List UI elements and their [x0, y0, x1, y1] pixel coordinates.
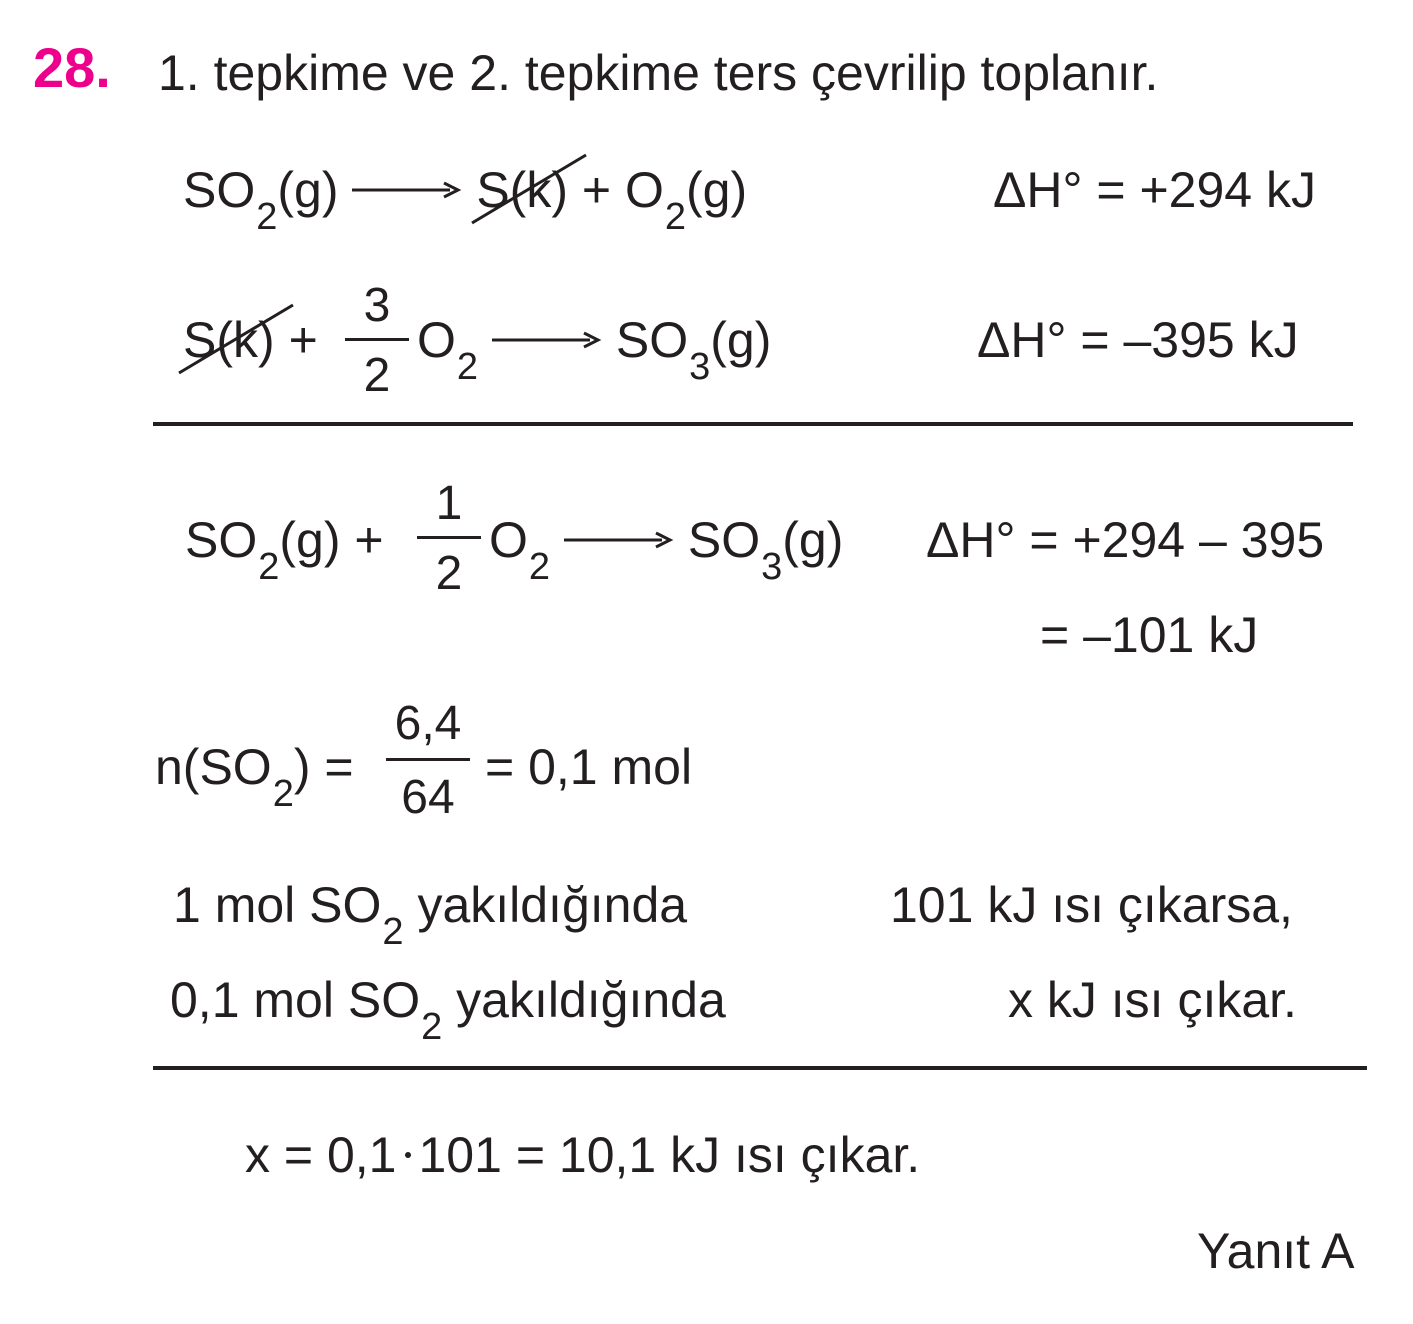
- reactant-so: SO: [183, 162, 256, 218]
- reaction-1-equation: [183, 162, 748, 238]
- plus-sign: +: [581, 162, 612, 218]
- subscript: 3: [689, 346, 711, 388]
- subscript: 2: [528, 546, 551, 588]
- reaction-arrow-icon: [492, 330, 602, 350]
- fraction-numerator: 3: [363, 279, 391, 332]
- ratio-divider: [153, 1066, 1367, 1070]
- sum-divider: [153, 422, 1353, 426]
- state-label: (g): [277, 162, 339, 218]
- question-number: 28.: [33, 36, 111, 99]
- fraction-denominator: 2: [363, 349, 391, 402]
- ratio-line-1-left: [173, 877, 688, 953]
- subscript: 2: [382, 911, 404, 953]
- ratio-verb: yakıldığında: [403, 877, 688, 933]
- answer-label: Yanıt A: [1197, 1223, 1355, 1279]
- ratio-line-2-right: x kJ ısı çıkar.: [1008, 972, 1297, 1028]
- result-left: x = 0,1: [245, 1127, 397, 1183]
- ratio-verb: yakıldığında: [442, 972, 726, 1028]
- reaction-2-enthalpy: ΔH° = –395 kJ: [977, 312, 1299, 368]
- reaction-2-sulfur: [183, 312, 318, 368]
- plus-sign: +: [288, 312, 318, 368]
- net-reactant: [185, 512, 384, 588]
- net-products: [489, 512, 844, 588]
- fraction-denominator: 64: [401, 771, 455, 824]
- state-label: (g): [782, 512, 844, 568]
- result-right: 101 = 10,1 kJ ısı çıkar.: [418, 1127, 921, 1183]
- result-line: [245, 1127, 921, 1183]
- reaction-arrow-icon: [352, 180, 462, 200]
- state-label: (g): [686, 162, 748, 218]
- fraction-bar: [417, 536, 481, 539]
- strike-line-icon: [468, 149, 588, 229]
- fraction-denominator: 2: [435, 547, 463, 600]
- moles-result: = 0,1 mol: [485, 739, 693, 795]
- plus-sign: +: [354, 512, 384, 568]
- reaction-2-coefficient: [345, 279, 409, 402]
- ratio-line-1-right: 101 kJ ısı çıkarsa,: [890, 877, 1293, 933]
- sulfur-label: S(k): [183, 312, 275, 368]
- fraction-numerator: 6,4: [394, 697, 462, 750]
- net-enthalpy-line-2: = –101 kJ: [1040, 607, 1259, 663]
- reactant-so: SO: [185, 512, 258, 568]
- ratio-quantity: 1 mol SO: [173, 877, 382, 933]
- moles-lhs: [155, 739, 354, 815]
- subscript: 2: [664, 196, 687, 238]
- ratio-line-2-left: [170, 972, 726, 1048]
- subscript: 2: [456, 346, 479, 388]
- oxygen: O: [417, 312, 456, 368]
- product-so: SO: [615, 312, 689, 368]
- moles-fraction: [386, 697, 470, 824]
- ratio-quantity: 0,1 mol SO: [170, 972, 421, 1028]
- state-label: (g): [710, 312, 772, 368]
- cancelled-sulfur: [183, 312, 275, 368]
- reaction-1-enthalpy: ΔH° = +294 kJ: [993, 162, 1316, 218]
- subscript: 2: [256, 196, 278, 238]
- moles-label: n(SO: [155, 739, 272, 795]
- subscript: 2: [272, 773, 294, 815]
- net-enthalpy-line-1: ΔH° = +294 – 395: [926, 512, 1325, 568]
- reaction-2-products: [417, 312, 772, 388]
- subscript: 2: [258, 546, 280, 588]
- net-coefficient: [417, 477, 481, 600]
- fraction-bar: [345, 338, 409, 341]
- sulfur-label: S(k): [476, 162, 568, 218]
- subscript: 3: [761, 546, 783, 588]
- subscript: 2: [421, 1006, 443, 1048]
- cancelled-sulfur: [476, 162, 568, 218]
- product-so: SO: [687, 512, 761, 568]
- reaction-arrow-icon: [564, 530, 674, 550]
- multiply-dot-icon: [405, 1152, 411, 1158]
- oxygen: O: [624, 162, 664, 218]
- question-intro: 1. tepkime ve 2. tepkime ters çevrilip toplanır.: [158, 45, 1159, 101]
- state-label: (g): [279, 512, 341, 568]
- oxygen: O: [489, 512, 528, 568]
- strike-line-icon: [175, 299, 295, 379]
- fraction-numerator: 1: [435, 477, 463, 530]
- equals-sign: ) =: [293, 739, 354, 795]
- fraction-bar: [386, 758, 470, 761]
